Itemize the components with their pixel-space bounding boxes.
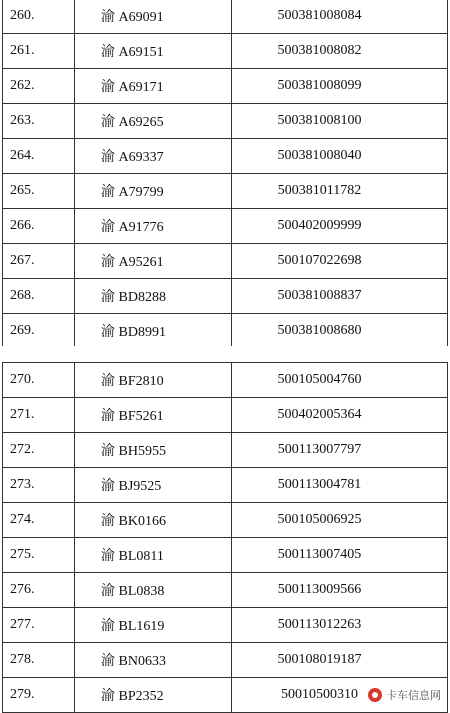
plate-number-cell: 渝 A91776 (75, 209, 232, 244)
registration-code-cell: 500113007797 (232, 433, 448, 468)
plate-number-cell: 渝 BJ9525 (75, 468, 232, 503)
vehicle-table-bottom (2, 362, 448, 713)
registration-code-cell: 500381008837 (232, 279, 448, 314)
table-row (3, 104, 448, 139)
row-number-cell: 265. (3, 174, 75, 209)
plate-number-cell: 渝 A95261 (75, 244, 232, 279)
registration-code-cell: 500381008040 (232, 139, 448, 174)
table-row (3, 209, 448, 244)
row-number-cell: 274. (3, 503, 75, 538)
registration-code-cell: 500381008100 (232, 104, 448, 139)
table-row (3, 314, 448, 349)
row-number-cell: 275. (3, 538, 75, 573)
row-number-cell: 278. (3, 643, 75, 678)
watermark (365, 686, 444, 704)
table-row (3, 363, 448, 398)
table-row (3, 174, 448, 209)
row-number-cell: 272. (3, 433, 75, 468)
plate-number-cell: 渝 A69091 (75, 0, 232, 34)
row-number-cell: 261. (3, 34, 75, 69)
row-number-cell: 270. (3, 363, 75, 398)
table-row (3, 468, 448, 503)
registration-code-cell: 500108019187 (232, 643, 448, 678)
row-number-cell: 269. (3, 314, 75, 349)
row-number-cell: 279. (3, 678, 75, 713)
registration-code-cell: 500113007405 (232, 538, 448, 573)
registration-code-cell: 500381008680 (232, 314, 448, 349)
registration-code-cell: 500381008084 (232, 0, 448, 34)
plate-number-cell: 渝 BK0166 (75, 503, 232, 538)
table-row (3, 608, 448, 643)
plate-number-cell: 渝 BL1619 (75, 608, 232, 643)
table-row (3, 573, 448, 608)
plate-number-cell: 渝 BD8288 (75, 279, 232, 314)
registration-code-cell: 500381008099 (232, 69, 448, 104)
plate-number-cell: 渝 BF2810 (75, 363, 232, 398)
plate-number-cell: 渝 A69151 (75, 34, 232, 69)
registration-code-cell: 500107022698 (232, 244, 448, 279)
registration-code-cell: 500381011782 (232, 174, 448, 209)
registration-code-cell: 500402005364 (232, 398, 448, 433)
plate-number-cell: 渝 A69265 (75, 104, 232, 139)
row-number-cell: 268. (3, 279, 75, 314)
table-row (3, 643, 448, 678)
row-number-cell: 260. (3, 0, 75, 34)
watermark-text: 卡车信息网 (386, 689, 441, 702)
table-row (3, 398, 448, 433)
registration-code-cell: 50010500310 (232, 678, 448, 713)
registration-code-cell: 500105006925 (232, 503, 448, 538)
table-row (3, 139, 448, 174)
plate-number-cell: 渝 BN0633 (75, 643, 232, 678)
registration-code-cell: 500113009566 (232, 573, 448, 608)
plate-number-cell: 渝 A69337 (75, 139, 232, 174)
row-number-cell: 277. (3, 608, 75, 643)
plate-number-cell: 渝 BP2352 (75, 678, 232, 713)
plate-number-cell: 渝 BF5261 (75, 398, 232, 433)
row-number-cell: 264. (3, 139, 75, 174)
plate-number-cell: 渝 BH5955 (75, 433, 232, 468)
plate-number-cell: 渝 A79799 (75, 174, 232, 209)
plate-number-cell: 渝 BL0811 (75, 538, 232, 573)
row-number-cell: 267. (3, 244, 75, 279)
registration-code-cell: 500105004760 (232, 363, 448, 398)
row-number-cell: 262. (3, 69, 75, 104)
row-number-cell: 273. (3, 468, 75, 503)
registration-code-cell: 500113012263 (232, 608, 448, 643)
row-number-cell: 263. (3, 104, 75, 139)
registration-code-cell: 500113004781 (232, 468, 448, 503)
table-row (3, 244, 448, 279)
row-number-cell: 271. (3, 398, 75, 433)
registration-code-cell: 500381008082 (232, 34, 448, 69)
row-number-cell: 266. (3, 209, 75, 244)
row-number-cell: 276. (3, 573, 75, 608)
brand-logo-icon (368, 688, 382, 702)
table-row (3, 538, 448, 573)
vehicle-table-top (2, 0, 448, 349)
plate-number-cell: 渝 BD8991 (75, 314, 232, 349)
plate-number-cell: 渝 A69171 (75, 69, 232, 104)
table-row (3, 34, 448, 69)
page-break (0, 346, 450, 362)
table-row (3, 0, 448, 34)
table-row (3, 69, 448, 104)
table-row (3, 433, 448, 468)
table-row (3, 279, 448, 314)
table-row (3, 503, 448, 538)
plate-number-cell: 渝 BL0838 (75, 573, 232, 608)
registration-code-cell: 500402009999 (232, 209, 448, 244)
